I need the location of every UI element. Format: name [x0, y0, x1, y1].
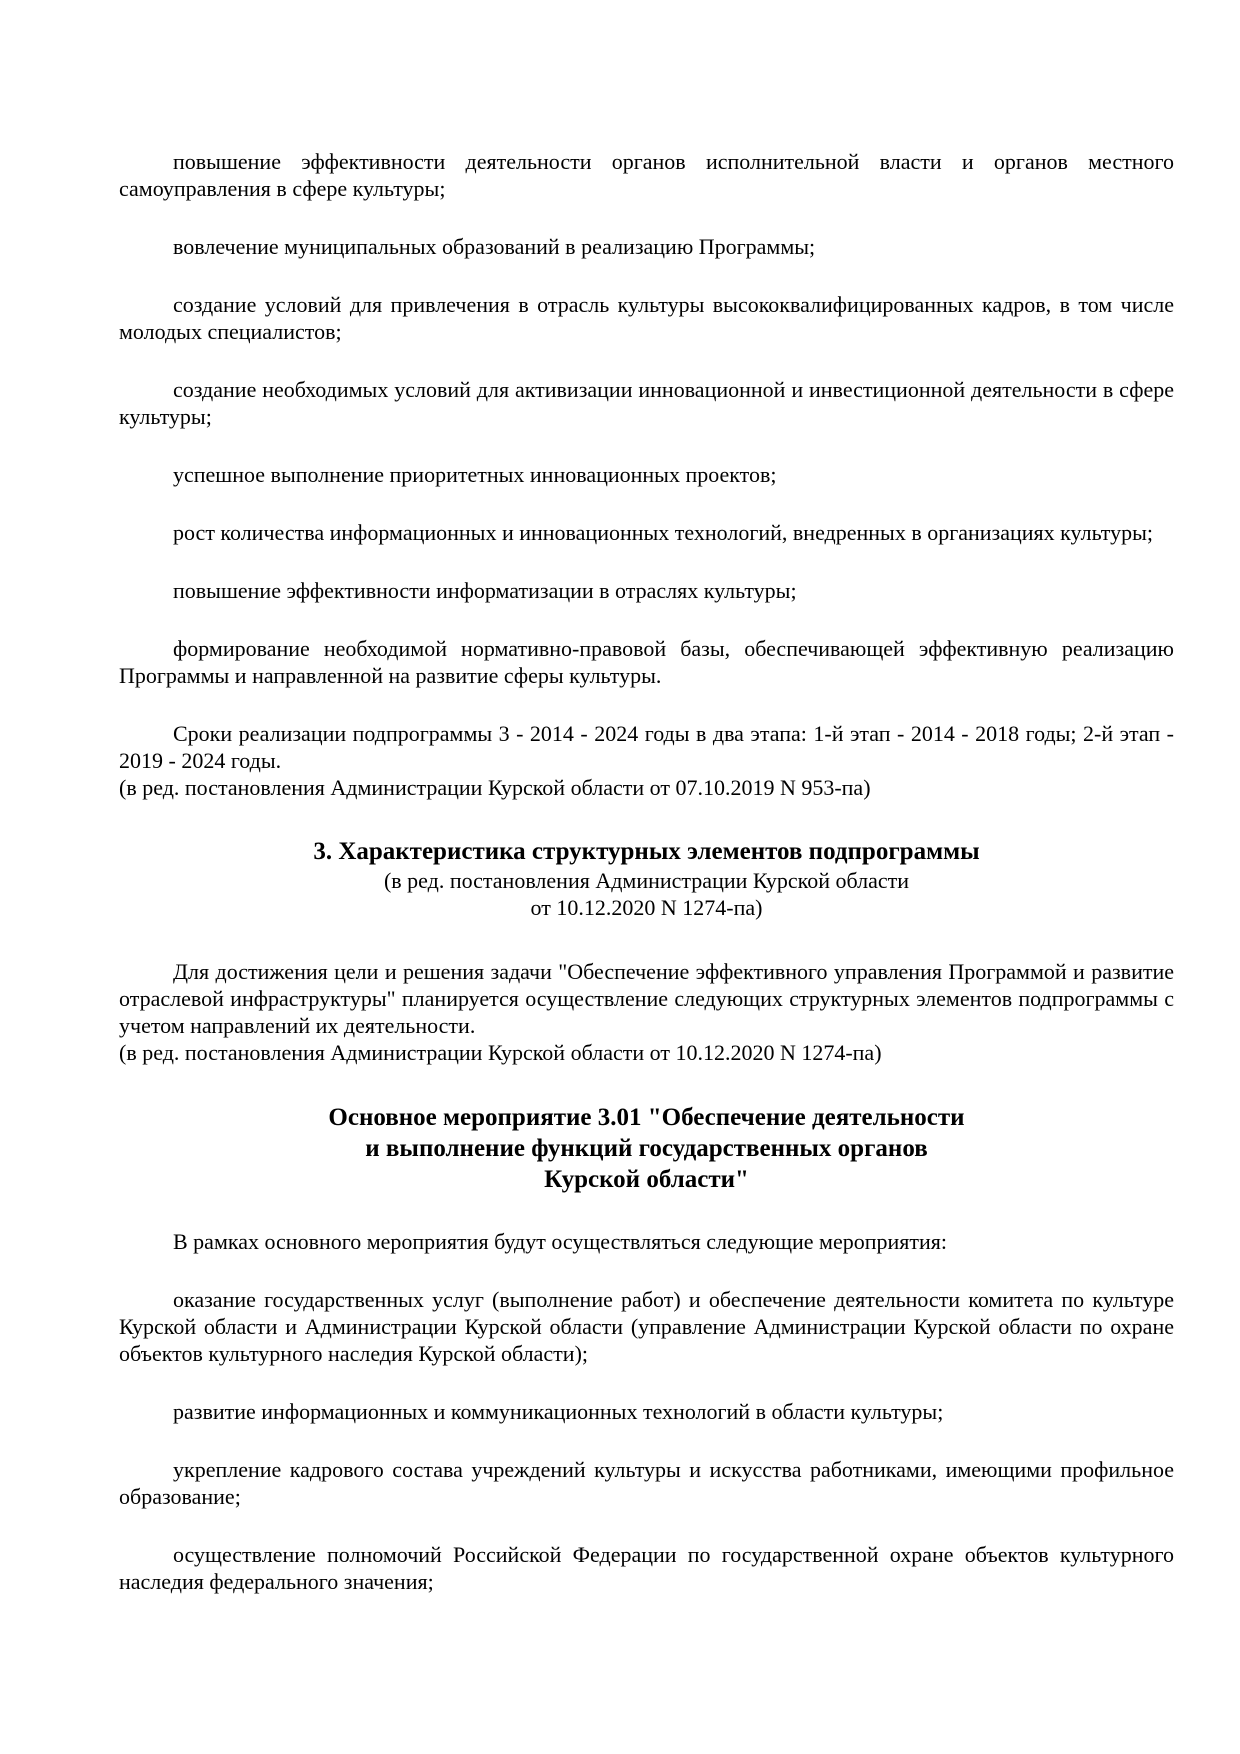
list-item: успешное выполнение приоритетных инновационных проектов; [173, 462, 777, 487]
section-amendment-date: от 10.12.2020 N 1274-па) [530, 895, 763, 920]
section-heading [119, 837, 1174, 921]
amendment-note: (в ред. постановления Администрации Курской области от 07.10.2019 N 953-па) [119, 775, 871, 800]
activity-heading [119, 1102, 1174, 1195]
list-item: повышение эффективности деятельности органов исполнительной власти и органов местного самоуправления в сфере культуры; [119, 149, 1174, 201]
activity-item: оказание государственных услуг (выполнение работ) и обеспечение деятельности комитета по культуре Курской области и Администрации Курской области (управление Администрации Курской области по охране объектов культурного наследия Курской области); [119, 1287, 1174, 1366]
list-item: вовлечение муниципальных образований в реализацию Программы; [173, 234, 816, 259]
list-item: создание условий для привлечения в отрасль культуры высококвалифицированных кадров, в том числе молодых специалистов; [119, 292, 1174, 344]
activity-title-line: Курской области" [544, 1166, 749, 1193]
activity-item: укрепление кадрового состава учреждений культуры и искусства работниками, имеющими профильное образование; [119, 1457, 1174, 1509]
activity-item: развитие информационных и коммуникационных технологий в области культуры; [173, 1399, 944, 1424]
list-item: создание необходимых условий для активизации инновационной и инвестиционной деятельности в сфере культуры; [119, 377, 1174, 429]
list-item: формирование необходимой нормативно-правовой базы, обеспечивающей эффективную реализацию Программы и направленной на развитие сферы культуры. [119, 636, 1174, 688]
activity-title-line: Основное мероприятие 3.01 "Обеспечение деятельности [328, 1104, 965, 1131]
activity-title-line: и выполнение функций государственных органов [365, 1135, 928, 1162]
section-intro: Для достижения цели и решения задачи "Обеспечение эффективного управления Программой и развитие отраслевой инфраструктуры" планируется осуществление следующих структурных элементов подпрограммы с учетом направлений их деятельности. [119, 959, 1174, 1038]
document-page [119, 148, 1174, 1626]
activity-item: осуществление полномочий Российской Федерации по государственной охране объектов культурного наследия федерального значения; [119, 1542, 1174, 1594]
section-title: 3. Характеристика структурных элементов подпрограммы [313, 838, 980, 865]
amendment-note: (в ред. постановления Администрации Курской области от 10.12.2020 N 1274-па) [119, 1040, 882, 1065]
list-item: рост количества информационных и инновационных технологий, внедренных в организациях культуры; [173, 520, 1153, 545]
section-amendment-line: (в ред. постановления Администрации Курской области [383, 868, 910, 893]
activity-item: В рамках основного мероприятия будут осуществляться следующие мероприятия: [173, 1229, 948, 1254]
terms-paragraph: Сроки реализации подпрограммы 3 - 2014 - 2024 годы в два этапа: 1-й этап - 2014 - 2018 годы; 2-й этап - 2019 - 2024 годы. [119, 721, 1174, 773]
list-item: повышение эффективности информатизации в отраслях культуры; [173, 578, 797, 603]
